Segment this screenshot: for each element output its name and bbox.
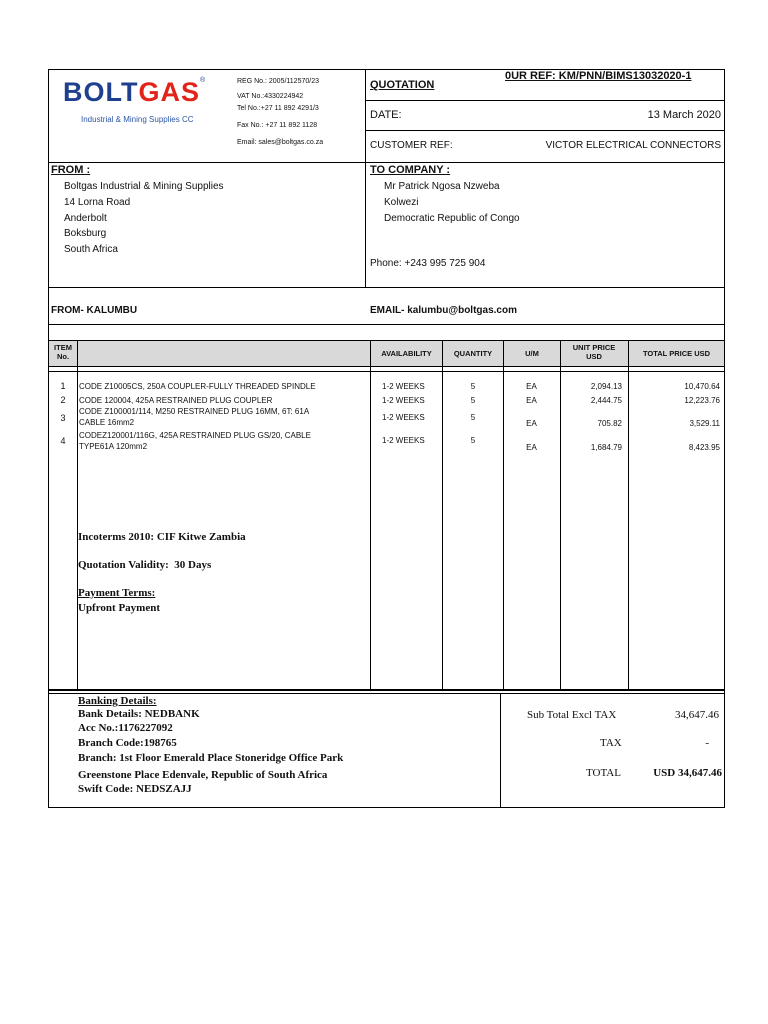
- from-line: 14 Lorna Road: [64, 196, 131, 208]
- banking-title: Banking Details:: [78, 695, 157, 707]
- subtotal-label: Sub Total Excl TAX: [527, 709, 617, 721]
- vat-number: VAT No.:4330224942: [237, 93, 304, 100]
- from-line: Anderbolt: [64, 212, 107, 224]
- payment-terms-value: Upfront Payment: [78, 602, 160, 614]
- row-item-no: 4: [60, 436, 66, 446]
- col-unit-price: UNIT PRICE USD: [572, 343, 616, 361]
- tel-number: Tel No.:+27 11 892 4291/3: [237, 105, 319, 112]
- account-number: Acc No.:1176227092: [78, 722, 173, 734]
- col-um: U/M: [525, 349, 539, 358]
- row-quantity: 5: [470, 436, 476, 445]
- from-line: Boksburg: [64, 228, 107, 240]
- row-unit-price: 2,444.75: [590, 396, 622, 405]
- row-quantity: 5: [470, 382, 476, 391]
- tax-label: TAX: [600, 737, 622, 749]
- contact-email: EMAIL- kalumbu@boltgas.com: [370, 305, 517, 316]
- row-description-line2: CABLE 16mm2: [79, 418, 135, 427]
- customer-ref-value: VICTOR ELECTRICAL CONNECTORS: [545, 140, 721, 151]
- from-label: FROM :: [51, 164, 91, 176]
- company-email: Email: sales@boltgas.co.za: [237, 139, 324, 146]
- row-availability: 1-2 WEEKS: [382, 436, 425, 445]
- branch-address: Greenstone Place Edenvale, Republic of South Africa: [78, 768, 328, 781]
- row-description-line2: TYPE61A 120mm2: [79, 442, 148, 451]
- branch-code: Branch Code:198765: [78, 736, 177, 749]
- row-item-no: 3: [60, 413, 66, 423]
- to-label: TO COMPANY :: [370, 164, 451, 176]
- quotation-label: QUOTATION: [370, 79, 435, 91]
- logo-reg-mark: ®: [200, 77, 206, 84]
- row-unit-price: 705.82: [597, 419, 622, 428]
- payment-terms-label: Payment Terms:: [78, 587, 156, 599]
- reg-number: REG No.: 2005/112570/23: [237, 78, 319, 85]
- to-line: Kolwezi: [384, 196, 419, 208]
- row-quantity: 5: [470, 396, 476, 405]
- row-unit-price: 2,094.13: [590, 382, 622, 391]
- logo-bolt: BOLT: [63, 77, 139, 107]
- row-total: 8,423.95: [688, 443, 720, 452]
- date-value: 13 March 2020: [647, 109, 721, 121]
- total-label: TOTAL: [586, 767, 621, 779]
- col-total-price: TOTAL PRICE USD: [642, 349, 711, 358]
- row-availability: 1-2 WEEKS: [382, 396, 425, 405]
- col-availability: AVAILABILITY: [381, 349, 432, 358]
- row-um: EA: [526, 443, 537, 452]
- row-item-no: 2: [60, 395, 66, 405]
- row-description: CODE 120004, 425A RESTRAINED PLUG COUPLER: [79, 396, 273, 405]
- col-quantity: QUANTITY: [453, 349, 493, 358]
- to-phone: Phone: +243 995 725 904: [370, 258, 486, 269]
- total-value: USD 34,647.46: [653, 767, 722, 779]
- to-address: [384, 179, 520, 226]
- row-availability: 1-2 WEEKS: [382, 382, 425, 391]
- bank-name: Bank Details: NEDBANK: [78, 707, 200, 720]
- quotation-validity: Quotation Validity: 30 Days: [78, 559, 212, 571]
- to-line: Democratic Republic of Congo: [384, 212, 520, 224]
- row-availability: 1-2 WEEKS: [382, 413, 425, 422]
- incoterms: Incoterms 2010: CIF Kitwe Zambia: [78, 531, 246, 543]
- to-line: Mr Patrick Ngosa Nzweba: [384, 181, 500, 192]
- row-total: 3,529.11: [689, 419, 720, 428]
- logo-gas: GAS: [138, 77, 200, 107]
- col-item-no: ITEM No.: [54, 343, 72, 361]
- date-label: DATE:: [370, 109, 402, 121]
- row-um: EA: [526, 382, 537, 391]
- row-description: CODE Z10005CS, 250A COUPLER-FULLY THREADED SPINDLE: [79, 382, 316, 391]
- from-line: Boltgas Industrial & Mining Supplies: [64, 181, 224, 192]
- row-item-no: 1: [60, 381, 66, 391]
- customer-ref-label: CUSTOMER REF:: [370, 140, 453, 151]
- swift-code: Swift Code: NEDSZAJJ: [78, 783, 192, 795]
- row-um: EA: [526, 419, 537, 428]
- row-description: CODE Z100001/114, M250 RESTRAINED PLUG 16MM, 6T: 61A: [79, 407, 310, 416]
- row-quantity: 5: [470, 413, 476, 422]
- row-total: 12,223.76: [684, 396, 720, 405]
- row-um: EA: [526, 396, 537, 405]
- from-address: [64, 179, 224, 258]
- tax-value: -: [705, 737, 709, 749]
- branch-name: Branch: 1st Floor Emerald Place Stoneridge Office Park: [78, 752, 344, 764]
- company-logo: [63, 77, 205, 111]
- our-ref: 0UR REF: KM/PNN/BIMS13032020-1: [505, 70, 692, 82]
- from-contact: FROM- KALUMBU: [51, 305, 138, 316]
- company-tagline: Industrial & Mining Supplies CC: [81, 115, 194, 124]
- from-line: South Africa: [64, 244, 118, 256]
- row-total: 10,470.64: [684, 382, 720, 391]
- row-unit-price: 1,684.79: [590, 443, 622, 452]
- row-description: CODEZ120001/116G, 425A RESTRAINED PLUG GS/20, CABLE: [79, 431, 311, 440]
- fax-number: Fax No.: +27 11 892 1128: [237, 122, 318, 129]
- banking-details: [78, 694, 343, 797]
- subtotal-value: 34,647.46: [675, 709, 719, 721]
